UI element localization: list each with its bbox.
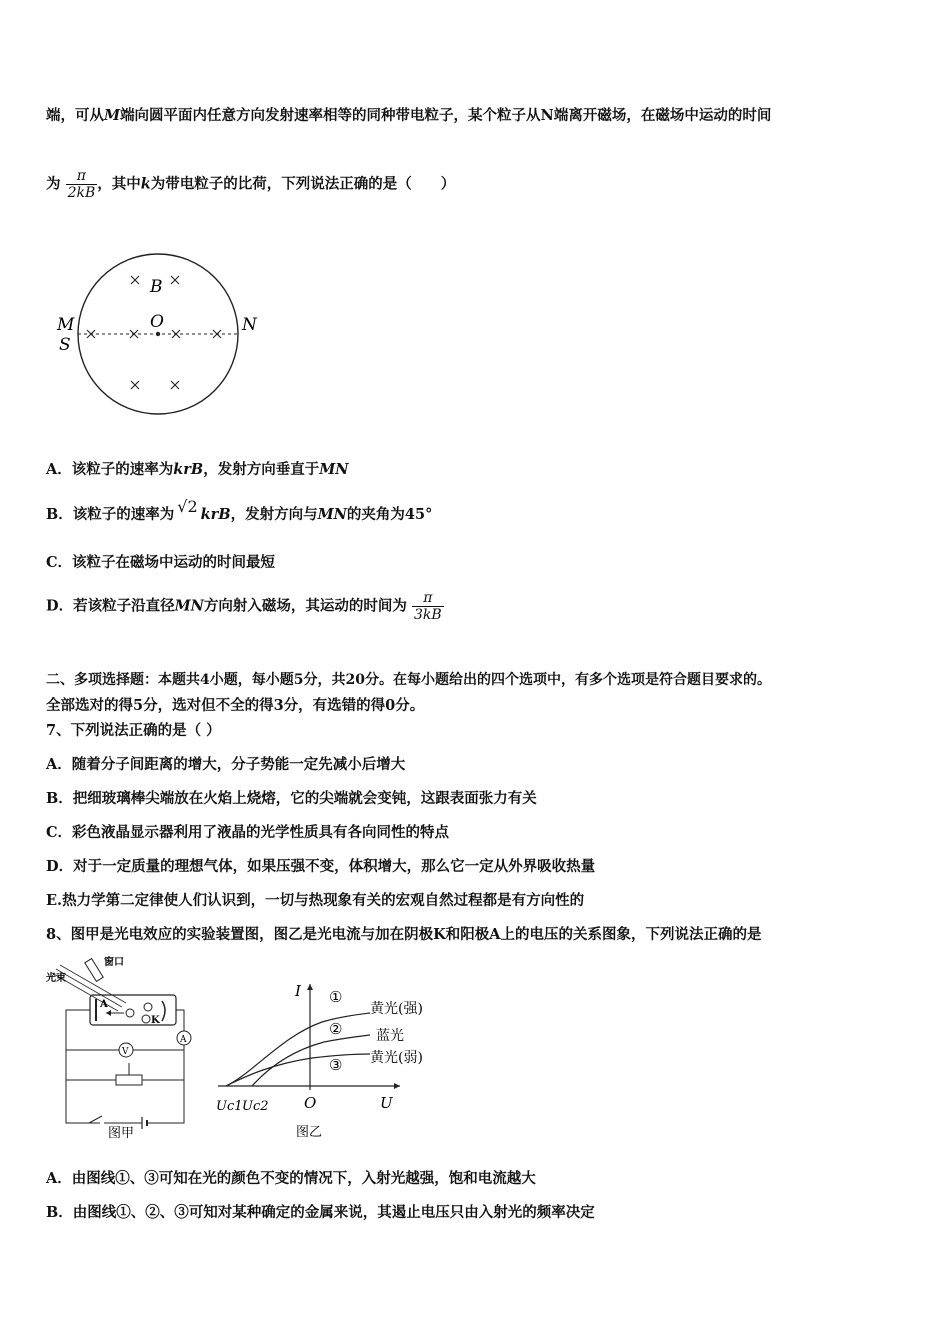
- section2-heading-line1: [46, 669, 771, 689]
- var-mn: MN: [317, 506, 347, 523]
- frac-den: 2kB: [67, 185, 96, 201]
- q8-option-a: [46, 1167, 536, 1188]
- label-o: O: [150, 312, 164, 332]
- q8-option-b: [46, 1201, 595, 1222]
- label-m: M: [57, 315, 75, 335]
- text-run: E.热力学第二定律使人们认识到，一切与热现象有关的宏观自然过程都是有方向性的: [46, 892, 585, 909]
- label-ammeter: A: [180, 1035, 187, 1045]
- text-run: D．对于一定质量的理想气体，如果压强不变，体积增大，那么它一定从外界吸收热量: [46, 858, 596, 875]
- text-run: ，发射方向与: [230, 506, 318, 523]
- text-run: 方向射入磁场，其运动的时间为: [203, 597, 407, 615]
- label-b: B: [150, 277, 163, 297]
- label-uc1: Uc1: [216, 1099, 243, 1114]
- var-krb: krB: [200, 506, 231, 523]
- electron-1: [126, 1009, 134, 1017]
- curve-1-yellow-strong: [226, 1013, 370, 1086]
- label-i: I: [295, 982, 301, 1000]
- marker-2: ②: [329, 1020, 343, 1038]
- label-u: U: [380, 1094, 393, 1112]
- text-run: B．由图线①、②、③可知对某种确定的金属来说，其遏止电压只由入射光的频率决定: [46, 1204, 595, 1221]
- label-beam: 光束: [46, 973, 66, 984]
- text-run: 端向圆平面内任意方向发射速率相等的同种带电粒子，某个粒子从N端离开磁场，在磁场中运动的时间: [120, 107, 772, 124]
- photoelectric-apparatus-figure: [44, 955, 204, 1140]
- text-run: ，发射方向垂直于: [203, 461, 320, 478]
- text-run: 为带电粒子的比荷，下列说法正确的是（ ）: [150, 175, 456, 193]
- text-run: 全部选对的得5分，选对但不全的得3分，有选错的得0分。: [46, 697, 425, 714]
- q7-option-b: [46, 787, 537, 808]
- text-run: 端，可从: [46, 107, 104, 124]
- light-beam-lines: [52, 965, 126, 1011]
- var-m: M: [104, 107, 121, 124]
- sqrt-two: √2: [177, 497, 198, 516]
- iu-curve-figure: [212, 978, 452, 1143]
- magnetic-field-circle-figure: [50, 250, 270, 420]
- electron-2: [144, 1003, 152, 1011]
- q6-option-c: [46, 551, 275, 572]
- section2-heading-line2: [46, 694, 424, 715]
- text-run: ，其中: [97, 175, 141, 193]
- label-cathode: K: [151, 1015, 160, 1026]
- text-run: 为: [46, 175, 61, 193]
- fraction-pi-3kb: [412, 590, 444, 623]
- label-uc2: Uc2: [242, 1099, 269, 1114]
- text-run: 8、图甲是光电效应的实验装置图，图乙是光电流与加在阴极K和阳极A上的电压的关系图象，下列说法正确的是: [46, 926, 762, 943]
- label-voltmeter: V: [122, 1047, 129, 1057]
- arrow-head: [106, 1010, 111, 1016]
- text-run: A．由图线①、③可知在光的颜色不变的情况下，入射光越强，饱和电流越大: [46, 1170, 536, 1187]
- text-run: 的夹角为45°: [346, 506, 433, 523]
- q7-option-e: [46, 889, 584, 910]
- marker-3: ③: [329, 1056, 343, 1074]
- text-run: B．把细玻璃棒尖端放在火焰上烧熔，它的尖端就会变钝，这跟表面张力有关: [46, 790, 537, 807]
- text-run: A．该粒子的速率为: [46, 461, 174, 478]
- label-o: O: [304, 1094, 317, 1112]
- cathode: [162, 1001, 165, 1021]
- q6-option-b: [46, 497, 433, 524]
- legend-yellow-strong: 黄光(强): [370, 1001, 423, 1017]
- q7-option-d: [46, 855, 595, 876]
- var-mn: MN: [174, 597, 204, 615]
- frac-num: π: [423, 590, 433, 606]
- curve-3-yellow-weak: [226, 1054, 370, 1086]
- label-anode: A: [100, 999, 108, 1010]
- q6-option-d: [46, 590, 444, 623]
- text-run: C．该粒子在磁场中运动的时间最短: [46, 554, 276, 571]
- text-run: C．彩色液晶显示器利用了液晶的光学性质具有各向同性的特点: [46, 824, 450, 841]
- text-run: D．若该粒子沿直径: [46, 597, 175, 615]
- caption-fig-jia: 图甲: [108, 1126, 135, 1140]
- q8-stem: [46, 923, 761, 944]
- var-mn: MN: [319, 461, 349, 478]
- circuit-wires: [66, 1010, 184, 1123]
- frac-num: π: [76, 168, 86, 184]
- var-k: k: [140, 175, 151, 193]
- q7-option-a: [46, 753, 405, 774]
- fraction-pi-2kb: [66, 168, 98, 201]
- caption-fig-yi: 图乙: [296, 1125, 323, 1140]
- label-window: 窗口: [104, 957, 124, 968]
- label-n: N: [242, 315, 257, 335]
- frac-den: 3kB: [413, 607, 442, 623]
- legend-yellow-weak: 黄光(弱): [370, 1050, 423, 1066]
- label-s: S: [59, 335, 71, 355]
- legend-blue: 蓝光: [376, 1028, 404, 1044]
- curve-2-blue: [252, 1035, 370, 1086]
- q7-stem: [46, 719, 221, 740]
- marker-1: ①: [329, 988, 343, 1006]
- text-run: 二、多项选择题：本题共4小题，每小题5分，共20分。在每小题给出的四个选项中，有多个选项是符合题目要求的。: [46, 672, 771, 688]
- var-krb: krB: [173, 461, 204, 478]
- electron-3: [142, 1015, 150, 1023]
- center-dot: [156, 332, 160, 336]
- window-tube: [85, 959, 103, 982]
- q6-stem-line2: [46, 168, 455, 201]
- text-run: A．随着分子间距离的增大，分子势能一定先减小后增大: [46, 756, 406, 773]
- q6-stem-line1: [46, 104, 771, 125]
- text-run: 7、下列说法正确的是（ ）: [46, 722, 221, 739]
- q6-option-a: [46, 458, 349, 479]
- text-run: B．该粒子的速率为: [46, 506, 175, 523]
- q7-option-c: [46, 821, 449, 842]
